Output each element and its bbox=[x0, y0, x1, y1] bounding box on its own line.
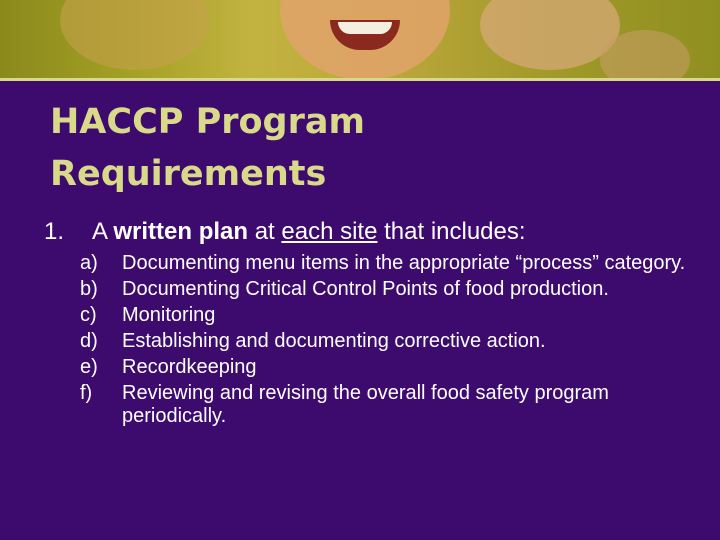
list-item bbox=[80, 252, 700, 275]
list-item bbox=[80, 278, 700, 301]
main-list-item bbox=[44, 216, 526, 248]
sub-list bbox=[80, 252, 700, 431]
title-line-2: Requirements bbox=[50, 154, 327, 194]
list-item-letter: a) bbox=[80, 252, 98, 274]
list-item bbox=[80, 382, 700, 428]
main-item-bold: written plan bbox=[113, 218, 249, 245]
list-item-letter: d) bbox=[80, 330, 98, 352]
list-item-letter: b) bbox=[80, 278, 98, 300]
list-item-letter: c) bbox=[80, 304, 97, 326]
header-photo-banner bbox=[0, 0, 720, 80]
list-item-letter: f) bbox=[80, 382, 93, 404]
list-item-text: Establishing and documenting corrective action. bbox=[122, 330, 546, 352]
list-item bbox=[80, 356, 700, 379]
main-item-pre: A bbox=[92, 218, 114, 245]
main-item-underline: each site bbox=[281, 218, 378, 245]
page-title bbox=[50, 96, 365, 200]
list-item-text: Reviewing and revising the overall food safety program periodically. bbox=[122, 382, 609, 427]
list-item-text: Documenting Critical Control Points of food production. bbox=[122, 278, 609, 300]
list-item-text: Monitoring bbox=[122, 304, 216, 326]
title-line-1: HACCP Program bbox=[50, 102, 365, 142]
banner-divider bbox=[0, 78, 720, 81]
list-item-letter: e) bbox=[80, 356, 98, 378]
main-item-mid: at bbox=[248, 218, 282, 245]
list-item-text: Recordkeeping bbox=[122, 356, 257, 378]
list-item-text: Documenting menu items in the appropriate “process” category. bbox=[122, 252, 686, 274]
main-item-number: 1. bbox=[44, 218, 65, 245]
list-item bbox=[80, 304, 700, 327]
list-item bbox=[80, 330, 700, 353]
main-item-post: that includes: bbox=[377, 218, 526, 245]
